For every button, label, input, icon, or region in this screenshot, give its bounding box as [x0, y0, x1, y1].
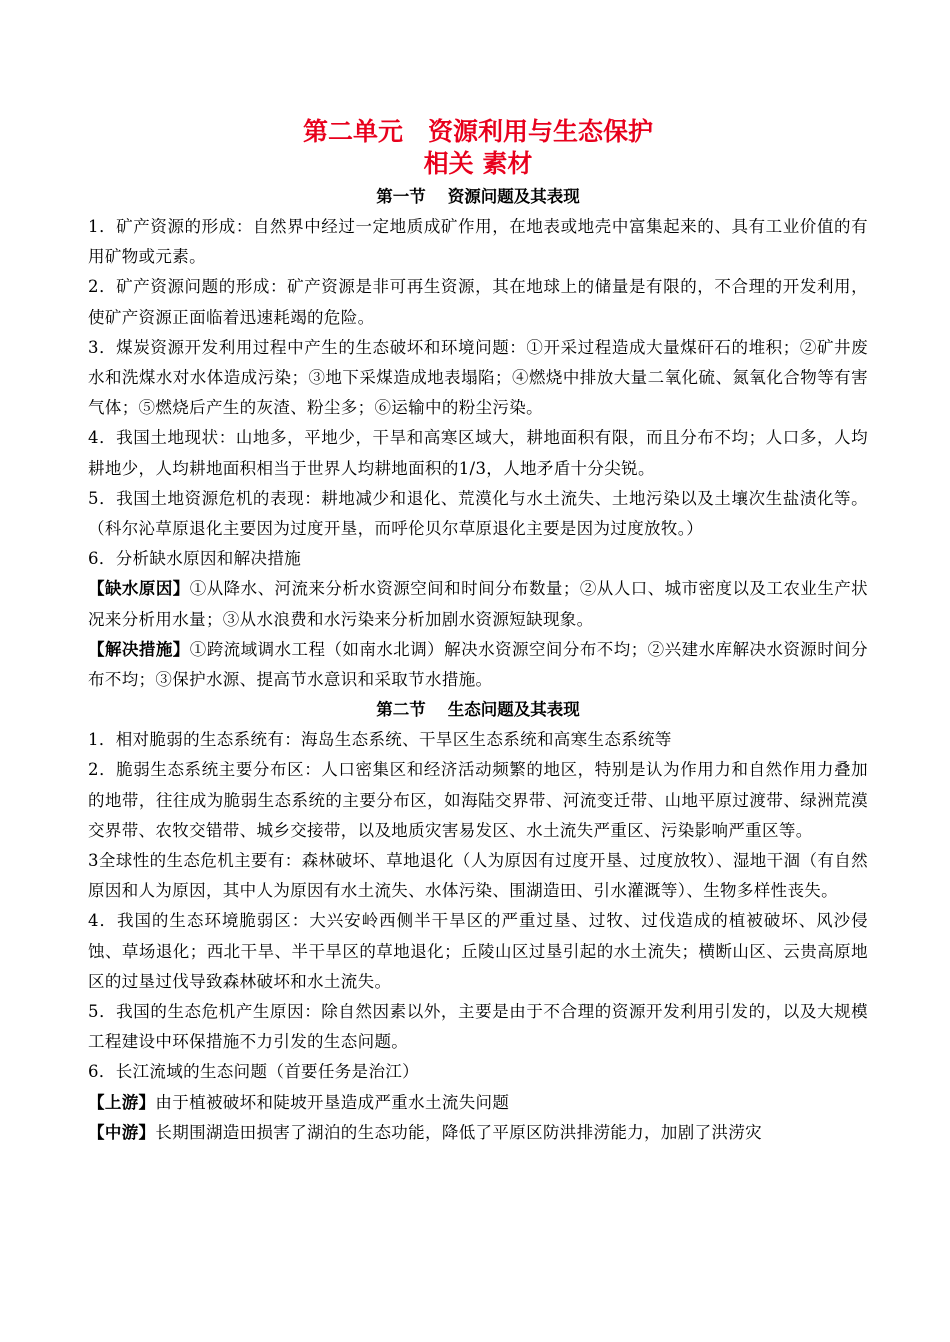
section-2-paragraph-6: 6．长江流域的生态问题（首要任务是治江） — [88, 1062, 419, 1082]
section-2-number: 第二节 — [376, 700, 426, 720]
document-subtitle: 相关 素材 — [423, 149, 533, 178]
midstream-text: 长期围湖造田损害了湖泊的生态功能，降低了平原区防洪排涝能力，加剧了洪涝灾 — [155, 1122, 763, 1142]
section-1-heading — [88, 182, 868, 212]
section-2-paragraph-3: 3全球性的生态危机主要有：森林破坏、草地退化（人为原因有过度开垦、过度放牧）、湿地干涸（有自然原因和人为原因，其中人为原因有水土流失、水体污染、围湖造田、引水灌溉等）、生物多样性丧失。 — [88, 851, 868, 901]
midstream-problems — [88, 1118, 868, 1148]
section-1-paragraph-4: 4．我国土地现状：山地多，平地少，干旱和高寒区域大，耕地面积有限，而且分布不均；人口多，人均耕地少，人均耕地面积相当于世界人均耕地面积的1/3，人地矛盾十分尖锐。 — [88, 428, 868, 478]
section-1-title: 资源问题及其表现 — [447, 187, 580, 206]
upstream-label: 【上游】 — [88, 1092, 156, 1112]
water-shortage-label: 【缺水原因】 — [88, 579, 190, 599]
section-2-paragraph-1: 1．相对脆弱的生态系统有：海岛生态系统、干旱区生态系统和高寒生态系统等 — [88, 730, 672, 750]
section-1-paragraph-2: 2．矿产资源问题的形成：矿产资源是非可再生资源，其在地球上的储量是有限的，不合理的开发利用，使矿产资源正面临着迅速耗竭的危险。 — [88, 277, 868, 327]
section-2-paragraph-4: 4．我国的生态环境脆弱区：大兴安岭西侧半干旱区的严重过垦、过牧、过伐造成的植被破坏、风沙侵蚀、草场退化；西北干旱、半干旱区的草地退化；丘陵山区过垦引起的水土流失；横断山区、云贵高原地区的过垦过伐导致森林破坏和水土流失。 — [88, 911, 868, 991]
midstream-label: 【中游】 — [88, 1122, 156, 1142]
solutions-text: ①跨流域调水工程（如南水北调）解决水资源空间分布不均；②兴建水库解决水资源时间分布不均；③保护水源、提高节水意识和采取节水措施。 — [88, 639, 869, 690]
section-2-title: 生态问题及其表现 — [447, 700, 580, 720]
section-1-paragraph-6: 6．分析缺水原因和解决措施 — [88, 549, 302, 569]
upstream-text: 由于植被破坏和陡坡开垦造成严重水土流失问题 — [155, 1092, 510, 1112]
upstream-problems — [88, 1088, 868, 1118]
section-2-paragraph-2: 2．脆弱生态系统主要分布区：人口密集区和经济活动频繁的地区，特别是认为作用力和自然作用力叠加的地带，往往成为脆弱生态系统的主要分布区，如海陆交界带、河流变迁带、山地平原过渡带、绿洲荒漠交界带、农牧交错带、城乡交接带，以及地质灾害易发区、水土流失严重区、污染影响严重区等。 — [88, 760, 868, 840]
section-2-heading — [88, 695, 868, 725]
document-title: 第二单元 资源利用与生态保护 — [302, 117, 653, 146]
section-2-paragraph-5: 5．我国的生态危机产生原因：除自然因素以外，主要是由于不合理的资源开发利用引发的，以及大规模工程建设中环保措施不力引发的生态问题。 — [88, 1002, 868, 1052]
solutions-label: 【解决措施】 — [88, 639, 190, 659]
water-solutions — [88, 635, 868, 695]
section-1-paragraph-5: 5．我国土地资源危机的表现：耕地减少和退化、荒漠化与水土流失、土地污染以及土壤次生盐渍化等。（科尔沁草原退化主要因为过度开垦，而呼伦贝尔草原退化主要是因为过度放牧。） — [88, 488, 868, 539]
section-1-paragraph-3: 3．煤炭资源开发利用过程中产生的生态破坏和环境问题：①开采过程造成大量煤矸石的堆积；②矿井废水和洗煤水对水体造成污染；③地下采煤造成地表塌陷；④燃烧中排放大量二氧化硫、氮氧化合物等有害气体；⑤燃烧后产生的灰渣、粉尘多；⑥运输中的粉尘污染。 — [88, 337, 868, 418]
section-1-paragraph-1: 1．矿产资源的形成：自然界中经过一定地质成矿作用，在地表或地壳中富集起来的、具有工业价值的有用矿物或元素。 — [88, 217, 868, 267]
water-shortage-causes — [88, 574, 868, 634]
section-1-number: 第一节 — [376, 187, 426, 206]
water-shortage-text: ①从降水、河流来分析水资源空间和时间分布数量；②从人口、城市密度以及工农业生产状况来分析用水量；③从水浪费和水污染来分析加剧水资源短缺现象。 — [88, 579, 869, 629]
